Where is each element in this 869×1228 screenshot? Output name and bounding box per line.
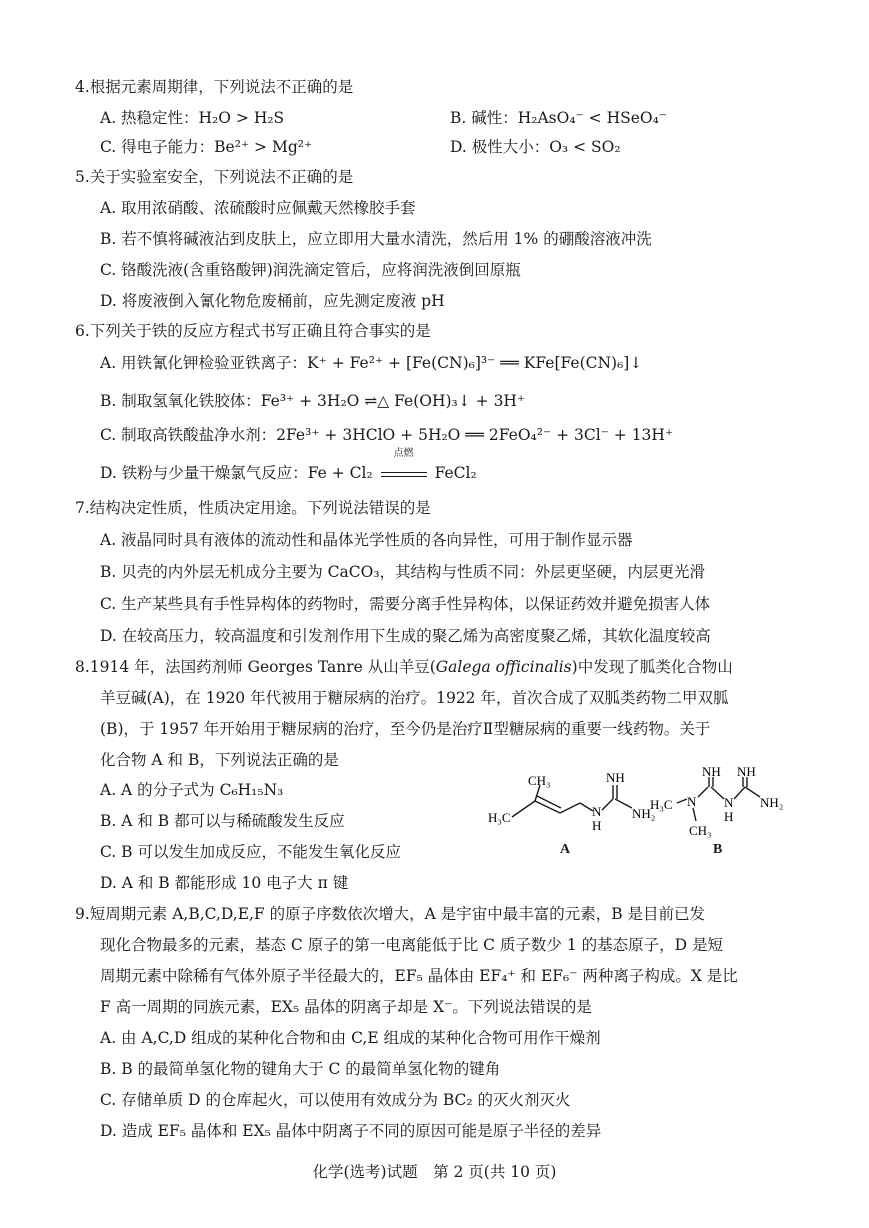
mol-b-n: N [724,795,734,810]
q6-d-reactants: D. 铁粉与少量干燥氯气反应：Fe + Cl₂ [100,464,373,482]
q9-option-a: A. 由 A,C,D 组成的某种化合物和由 C,E 组成的某种化合物可用作干燥剂 [100,1029,601,1047]
q5-option-c: C. 铬酸洗液(含重铬酸钾)润洗滴定管后，应将润洗液倒回原瓶 [100,261,521,279]
q5-stem: 5.关于实验室安全，下列说法不正确的是 [75,168,354,186]
q6-option-a: A. 用铁氰化钾检验亚铁离子：K⁺ + Fe²⁺ + [Fe(CN)₆]³⁻ ══ KFe[Fe(CN)₆]↓ [100,354,643,372]
q4-option-c: C. 得电子能力：Be²⁺ > Mg²⁺ [100,138,313,156]
q8-text: )中发现了胍类化合物山 [571,658,733,676]
q6-option-d [100,448,477,484]
mol-a-h3c: H₃C [488,810,511,825]
mol-b-nh-2: NH [737,765,756,779]
structure-diagram [480,765,810,875]
q9-option-d: D. 造成 EF₅ 晶体和 EX₅ 晶体中阴离子不同的原因可能是原子半径的差异 [100,1122,602,1140]
q6-stem: 6.下列关于铁的反应方程式书写正确且符合事实的是 [75,322,431,340]
mol-a-nh: NH [606,770,625,785]
mol-b-n-methyl: N [687,794,697,809]
mol-a-h: H [592,818,602,833]
page-footer: 化学(选考)试题 第 2 页(共 10 页) [312,1163,557,1181]
q9-stem-line4: F 高一周期的同族元素，EX₅ 晶体的阴离子却是 X⁻。下列说法错误的是 [100,998,592,1016]
q7-option-b: B. 贝壳的内外层无机成分主要为 CaCO₃，其结构与性质不同：外层更坚硬，内层更光滑 [100,563,706,581]
q7-option-c: C. 生产某些具有手性异构体的药物时，需要分离手性异构体，以保证药效并避免损害人体 [100,595,711,613]
mol-a-n: N [592,804,602,819]
q8-stem-line4: 化合物 A 和 B，下列说法正确的是 [100,751,339,769]
molecule-a-bonds [512,785,632,817]
q8-option-a: A. A 的分子式为 C₆H₁₅N₃ [100,781,284,799]
mol-b-ch3: CH₃ [689,823,712,838]
q4-option-b: B. 碱性：H₂AsO₄⁻ < HSeO₄⁻ [450,109,667,127]
mol-b-h: H [724,809,734,824]
q4-option-d: D. 极性大小：O₃ < SO₂ [450,138,621,156]
q7-option-d: D. 在较高压力，较高温度和引发剂作用下生成的聚乙烯为高密度聚乙烯，其软化温度较高 [100,627,711,645]
q8-stem-line3: (B)，于 1957 年开始用于糖尿病的治疗，至今仍是治疗Ⅱ型糖尿病的重要一线药物。关于 [100,720,711,738]
q5-option-d: D. 将废液倒入氰化物危废桶前，应先测定废液 pH [100,292,445,310]
mol-b-nh2: NH₂ [760,795,784,810]
q7-option-a: A. 液晶同时具有液体的流动性和晶体光学性质的各向异性，可用于制作显示器 [100,531,633,549]
q6-d-arrow [378,448,430,484]
q9-stem-line3: 周期元素中除稀有气体外原子半径最大的，EF₅ 晶体由 EF₄⁺ 和 EF₆⁻ 两种离子构成。X 是比 [100,967,738,985]
mol-b-h3c: H₃C [650,797,673,812]
q9-stem-line1: 9.短周期元素 A,B,C,D,E,F 的原子序数依次增大，A 是宇宙中最丰富的元素，B 是目前已发 [75,905,706,923]
q7-stem: 7.结构决定性质，性质决定用途。下列说法错误的是 [75,499,431,517]
q9-option-b: B. B 的最简单氢化物的键角大于 C 的最简单氢化物的键角 [100,1060,501,1078]
molecule-a-label: A [560,842,571,857]
mol-a-ch3: CH₃ [528,773,551,788]
q6-d-product: FeCl₂ [434,464,477,482]
q8-option-d: D. A 和 B 都能形成 10 电子大 π 键 [100,874,349,892]
q6-option-c: C. 制取高铁酸盐净水剂：2Fe³⁺ + 3HClO + 5H₂O ══ 2FeO₄²⁻ + 3Cl⁻ + 13H⁺ [100,426,674,444]
q6-option-b: B. 制取氢氧化铁胶体：Fe³⁺ + 3H₂O ⇌△ Fe(OH)₃↓ + 3H⁺ [100,392,526,410]
q8-option-b: B. A 和 B 都可以与稀硫酸发生反应 [100,812,345,830]
q8-stem-line1 [75,656,733,678]
q8-text: 8.1914 年，法国药剂师 Georges Tanre 从山羊豆( [75,658,436,676]
q4-stem: 4.根据元素周期律，下列说法不正确的是 [75,78,354,96]
q8-latin-name: Galega officinalis [435,658,572,676]
q6-d-condition: 点燃 [393,448,414,459]
q8-option-c: C. B 可以发生加成反应，不能发生氧化反应 [100,843,401,861]
q9-stem-line2: 现化合物最多的元素，基态 C 原子的第一电离能低于比 C 质子数少 1 的基态原子，D 是短 [100,936,723,954]
q4-option-a: A. 热稳定性：H₂O > H₂S [100,109,285,127]
mol-a-nh2: NH₂ [632,806,656,821]
q5-option-a: A. 取用浓硝酸、浓硫酸时应佩戴天然橡胶手套 [100,199,416,217]
q8-stem-line2: 羊豆碱(A)，在 1920 年代被用于糖尿病的治疗。1922 年，首次合成了双胍类药物二甲双胍 [100,689,729,707]
q9-option-c: C. 存储单质 D 的仓库起火，可以使用有效成分为 BC₂ 的灭火剂灭火 [100,1091,571,1109]
mol-b-nh-1: NH [702,765,721,779]
q5-option-b: B. 若不慎将碱液沾到皮肤上，应立即用大量水清洗，然后用 1% 的硼酸溶液冲洗 [100,230,652,248]
molecule-b-label: B [713,842,723,857]
equals-sign-icon [381,472,427,477]
